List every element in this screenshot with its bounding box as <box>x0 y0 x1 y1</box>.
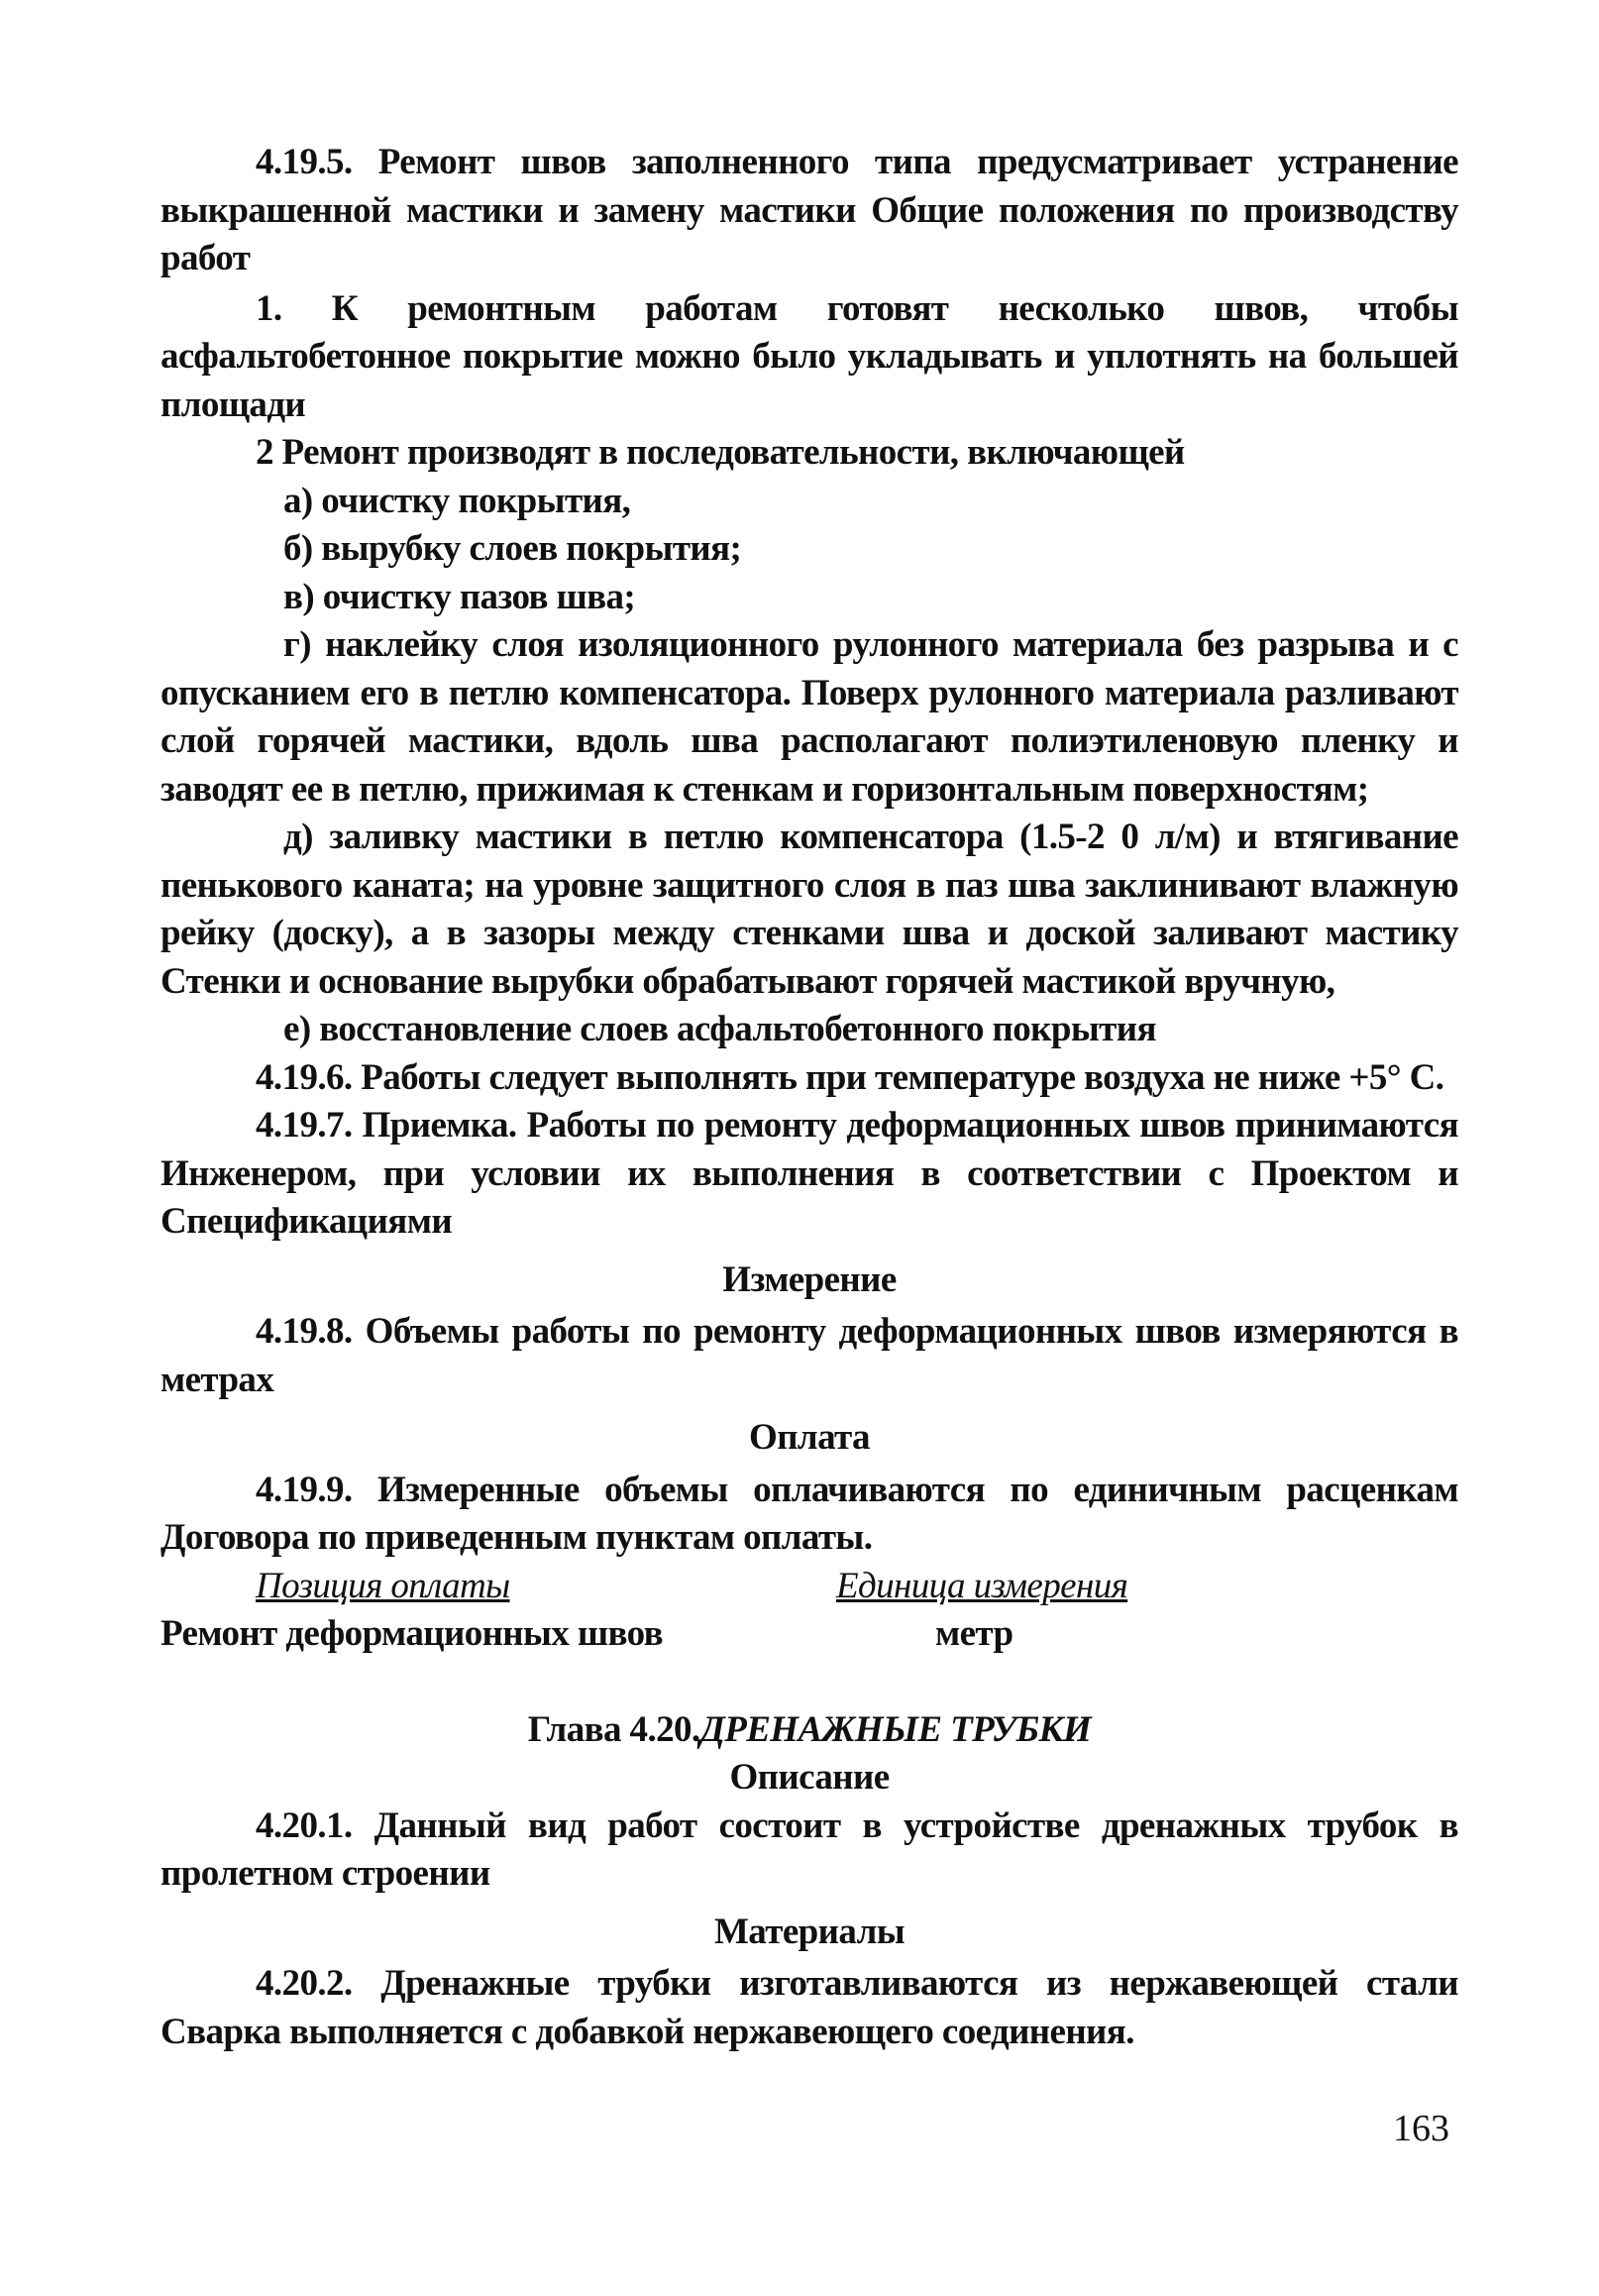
paragraph-4-19-5 <box>160 139 1458 283</box>
paragraph-4-19-9 <box>160 1467 1458 1563</box>
payment-item-header: Позиция оплаты <box>256 1565 510 1606</box>
paragraph-text: Измеренные объемы оплачиваются по единичным расценкам Договора по приведенным пунктам оплаты. <box>160 1469 1458 1558</box>
clause-number: 4.19.6. <box>256 1056 353 1098</box>
paragraph-text: Ремонт швов заполненного типа предусматривает устранение выкрашенной мастики и замену мастики Общие положения по производству работ <box>160 142 1458 278</box>
list-item-a: а) очистку покрытия, <box>283 480 631 521</box>
page-body <box>160 139 1458 2056</box>
list-item-b: б) вырубку слоев покрытия; <box>283 528 742 569</box>
unit-header: Единица измерения <box>836 1565 1128 1606</box>
paragraph-4-20-2 <box>160 1960 1458 2056</box>
list-item-2: 2 Ремонт производят в последовательности, включающей <box>256 432 1185 473</box>
heading-measurement: Измерение <box>722 1258 897 1300</box>
heading-materials: Материалы <box>713 1911 906 1952</box>
list-item-e: е) восстановление слоев асфальтобетонного покрытия <box>283 1009 1156 1049</box>
paragraph-text: Работы по ремонту деформационных швов принимаются Инженером, при условии их выполнения в соответствии с Проектом и Спецификациями <box>160 1105 1458 1242</box>
clause-number: 4.19.7. <box>256 1105 353 1146</box>
list-item-v: в) очистку пазов шва; <box>283 576 636 617</box>
clause-number: 4.19.8. <box>256 1311 353 1352</box>
chapter-title <box>160 1706 1458 1755</box>
payment-table-row <box>160 1610 1458 1659</box>
paragraph-text: Дренажные трубки изготавливаются из нержавеющей стали Сварка выполняется с добавкой нержавеющего соединения. <box>160 1963 1458 2052</box>
heading-description: Описание <box>729 1757 890 1798</box>
chapter-name: ДРЕНАЖНЫЕ ТРУБКИ <box>699 1708 1092 1750</box>
payment-item: Ремонт деформационных швов <box>160 1613 663 1654</box>
paragraph-4-19-7 <box>160 1102 1458 1247</box>
clause-number: 4.20.2. <box>256 1963 353 2004</box>
list-item-g: г) наклейку слоя изоляционного рулонного материала без разрыва и с опусканием его в петлю компенсатора. Поверх рулонного материала разливают слой горячей мастики, вдоль шва располагают полиэтиленовую пленку и заводят ее в петлю, прижимая к стенкам и горизонтальным поверхностям; <box>160 624 1458 810</box>
payment-table-header <box>160 1563 1458 1611</box>
paragraph-text: Данный вид работ состоит в устройстве дренажных трубок в пролетном строении <box>160 1804 1459 1894</box>
chapter-prefix: Глава 4.20. <box>527 1708 700 1750</box>
paragraph-4-19-8 <box>160 1308 1458 1404</box>
paragraph-4-19-6 <box>160 1054 1458 1103</box>
payment-unit: метр <box>935 1613 1013 1654</box>
page-number: 163 <box>1393 2108 1449 2149</box>
acceptance-label: Приемка. <box>362 1105 517 1146</box>
paragraph-text: Объемы работы по ремонту деформационных швов измеряются в метрах <box>160 1311 1458 1400</box>
heading-payment: Оплата <box>749 1417 870 1458</box>
clause-number: 4.19.5. <box>256 142 353 182</box>
list-item-1: 1. К ремонтным работам готовят несколько швов, чтобы асфальтобетонное покрытие можно было укладывать и уплотнять на большей площади <box>160 287 1458 425</box>
list-item-d: д) заливку мастики в петлю компенсатора (1.5-2 0 л/м) и втягивание пенькового каната; на уровне защитного слоя в паз шва заклинивают влажную рейку (доску), а в зазоры между стенками шва и доской заливают мастику Стенки и основание вырубки обрабатывают горячей мастикой вручную, <box>160 817 1458 1002</box>
paragraph-text: Работы следует выполнять при температуре воздуха не ниже +5° С. <box>361 1056 1444 1098</box>
paragraph-4-20-1 <box>160 1803 1458 1899</box>
clause-number: 4.19.9. <box>256 1469 353 1510</box>
clause-number: 4.20.1. <box>256 1804 353 1846</box>
